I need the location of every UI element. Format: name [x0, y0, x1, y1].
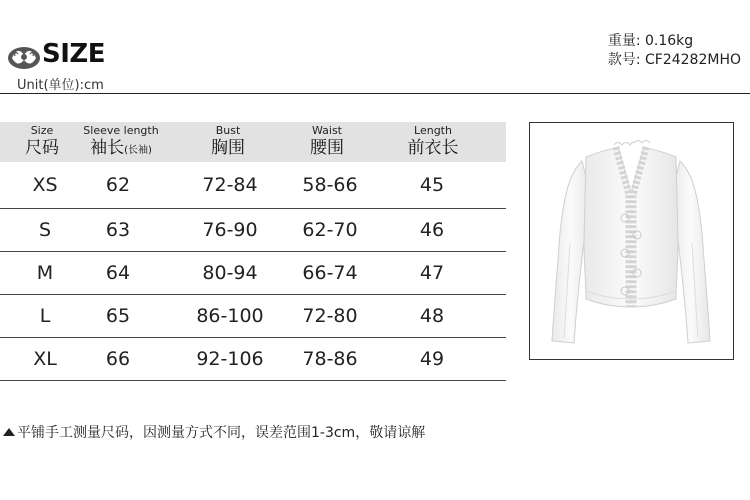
table-row — [0, 338, 506, 381]
length-cell: 46 — [419, 219, 445, 241]
size-table — [0, 122, 506, 381]
table-row — [0, 295, 506, 338]
waist-cell: 78-86 — [302, 348, 358, 370]
column-header-waist: Waist 腰围 — [310, 124, 344, 158]
size-cell: M — [36, 262, 54, 284]
length-cell: 48 — [419, 305, 445, 327]
column-header-sleeve: Sleeve length 袖长(长袖) — [83, 124, 159, 158]
waist-cell: 58-66 — [302, 174, 358, 196]
waist-cell: 72-80 — [302, 305, 358, 327]
size-cell: XL — [33, 348, 57, 370]
size-cell: XS — [32, 174, 58, 196]
triangle-up-icon — [3, 428, 15, 436]
table-row — [0, 252, 506, 295]
table-header — [0, 122, 506, 162]
sleeve-cell: 66 — [105, 348, 131, 370]
product-photo — [529, 122, 734, 360]
bust-cell: 72-84 — [202, 174, 258, 196]
note-text: 平铺手工测量尺码，因测量方式不同，误差范围1-3cm，敬请谅解 — [17, 425, 426, 441]
size-cell: S — [38, 219, 52, 241]
column-header-bust: Bust 胸围 — [211, 124, 245, 158]
bust-cell: 76-90 — [202, 219, 258, 241]
waist-cell: 66-74 — [302, 262, 358, 284]
sleeve-cell: 63 — [105, 219, 131, 241]
size-title: SIZE — [42, 39, 106, 69]
waist-cell: 62-70 — [302, 219, 358, 241]
bust-cell: 80-94 — [202, 262, 258, 284]
header-divider — [0, 93, 750, 94]
table-row — [0, 209, 506, 252]
sleeve-cell: 62 — [105, 174, 131, 196]
bust-cell: 86-100 — [196, 305, 264, 327]
length-cell: 45 — [419, 174, 445, 196]
size-cell: L — [39, 305, 51, 327]
length-cell: 47 — [419, 262, 445, 284]
white-lace-cardigan-photo — [530, 123, 733, 359]
bust-cell: 92-106 — [196, 348, 264, 370]
ornamental-logo-icon — [6, 41, 42, 71]
length-cell: 49 — [419, 348, 445, 370]
table-row — [0, 162, 506, 209]
column-header-length: Length 前衣长 — [407, 124, 459, 158]
measurement-note — [3, 422, 425, 442]
product-meta — [608, 32, 741, 70]
sleeve-cell: 64 — [105, 262, 131, 284]
unit-label: Unit(单位):cm — [17, 78, 104, 93]
sleeve-cell: 65 — [105, 305, 131, 327]
style-number-label: 款号: CF24282MHO — [607, 52, 741, 68]
column-header-size: Size 尺码 — [25, 124, 59, 158]
weight-label: 重量: 0.16kg — [607, 33, 694, 49]
